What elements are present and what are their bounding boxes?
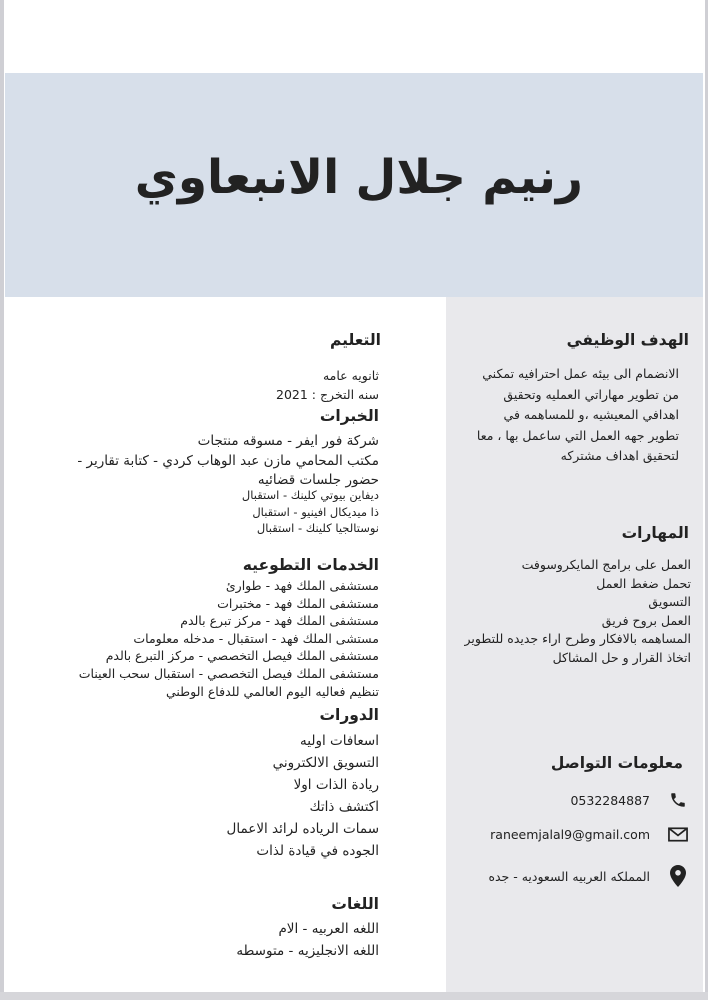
language-item: اللغه الانجليزيه - متوسطه bbox=[236, 943, 379, 959]
education-line: ثانويه عامه bbox=[322, 368, 379, 383]
volunteer-item: مستشفى الملك فهد - مركز تبرع بالدم bbox=[180, 613, 379, 629]
email-address[interactable]: raneemjalal9@gmail.com bbox=[490, 826, 650, 842]
objective-line: تطوير جهه العمل التي ساعمل بها ، معا bbox=[476, 427, 679, 443]
volunteer-item: مستشى الملك فهد - استقبال - مدخله معلومات bbox=[133, 630, 379, 646]
page-border-bottom bbox=[0, 992, 708, 1000]
objective-line: لتحقيق اهداف مشتركه bbox=[560, 448, 679, 463]
education-line: سنه التخرج : 2021 bbox=[276, 387, 379, 402]
languages-list bbox=[236, 918, 379, 962]
objective-title: الهدف الوظيفي bbox=[566, 331, 689, 349]
objective-line: من تطوير مهاراتي العمليه وتحقيق bbox=[503, 386, 679, 402]
objective-line: اهدافي المعيشيه ،و للمساهمه في bbox=[503, 407, 679, 422]
skill-item: العمل بروح فريق bbox=[601, 612, 691, 628]
skill-item: اتخاذ القرار و حل المشاكل bbox=[552, 649, 691, 665]
objective-line: الانضمام الى بيئه عمل احترافيه تمكني bbox=[482, 366, 679, 381]
education-text bbox=[276, 366, 379, 404]
courses-title: الدورات bbox=[319, 706, 379, 724]
course-item: الجوده في قيادة لذات bbox=[256, 843, 379, 859]
experience-line: حضور جلسات قضائيه bbox=[257, 472, 379, 488]
course-item: ريادة الذات اولا bbox=[293, 777, 379, 793]
skill-item: العمل على برامج المايكروسوفت bbox=[521, 557, 691, 572]
language-item: اللغه العربيه - الام bbox=[278, 921, 379, 937]
skills-list bbox=[465, 556, 692, 668]
course-item: اسعافات اوليه bbox=[300, 733, 379, 749]
envelope-icon bbox=[668, 824, 688, 844]
volunteer-item: مستشفى الملك فيصل التخصصي - مركز التبرع بالدم bbox=[105, 648, 379, 664]
experience-line: نوستالجيا كلينك - استقبال bbox=[256, 521, 379, 535]
volunteer-list bbox=[79, 577, 379, 700]
contact-title: معلومات التواصل bbox=[550, 754, 683, 772]
experience-line: شركة فور ايفر - مسوقه منتجات bbox=[197, 433, 379, 449]
courses-list bbox=[227, 730, 379, 862]
objective-text bbox=[477, 364, 679, 467]
experience-line: مكتب المحامي مازن عبد الوهاب كردي - كتابة تقارير - bbox=[77, 452, 379, 469]
experience-secondary bbox=[242, 487, 379, 537]
volunteer-title: الخدمات التطوعيه bbox=[242, 556, 379, 574]
volunteer-item: تنظيم فعاليه اليوم العالمي للدفاع الوطني bbox=[165, 683, 379, 699]
skills-title: المهارات bbox=[621, 524, 689, 542]
phone-icon bbox=[668, 790, 688, 810]
experience-main bbox=[77, 432, 379, 491]
volunteer-item: مستشفى الملك فيصل التخصصي - استقبال سحب العينات bbox=[78, 665, 379, 681]
skill-item: التسويق bbox=[648, 594, 691, 610]
course-item: اكتشف ذاتك bbox=[309, 799, 379, 815]
contact-phone-row bbox=[570, 788, 688, 812]
phone-number[interactable]: 0532284887 bbox=[570, 792, 650, 808]
volunteer-item: مستشفى الملك فهد - طوارئ bbox=[225, 578, 379, 593]
languages-title: اللغات bbox=[331, 895, 379, 913]
education-title: التعليم bbox=[329, 331, 381, 349]
map-pin-icon bbox=[668, 866, 688, 886]
experience-line: ذا ميديكال افينيو - استقبال bbox=[252, 504, 379, 519]
experience-title: الخبرات bbox=[319, 407, 379, 425]
course-item: التسويق الالكتروني bbox=[272, 755, 379, 771]
experience-line: ديفاين بيوتي كلينك - استقبال bbox=[241, 488, 379, 502]
course-item: سمات الرياده لرائد الاعمال bbox=[226, 821, 379, 837]
contact-location-row bbox=[488, 864, 688, 888]
contact-email-row bbox=[490, 822, 688, 846]
skill-item: تحمل ضغط العمل bbox=[596, 575, 691, 591]
location-text: المملكه العربيه السعوديه - جده bbox=[488, 868, 650, 884]
person-name: رنيم جلال الانبعاوي bbox=[134, 150, 583, 205]
skill-item: المساهمه بالافكار وطرح اراء جديده للتطوير bbox=[464, 631, 691, 647]
page-border-left bbox=[0, 0, 4, 1000]
volunteer-item: مستشفى الملك فهد - مختبرات bbox=[217, 595, 379, 611]
